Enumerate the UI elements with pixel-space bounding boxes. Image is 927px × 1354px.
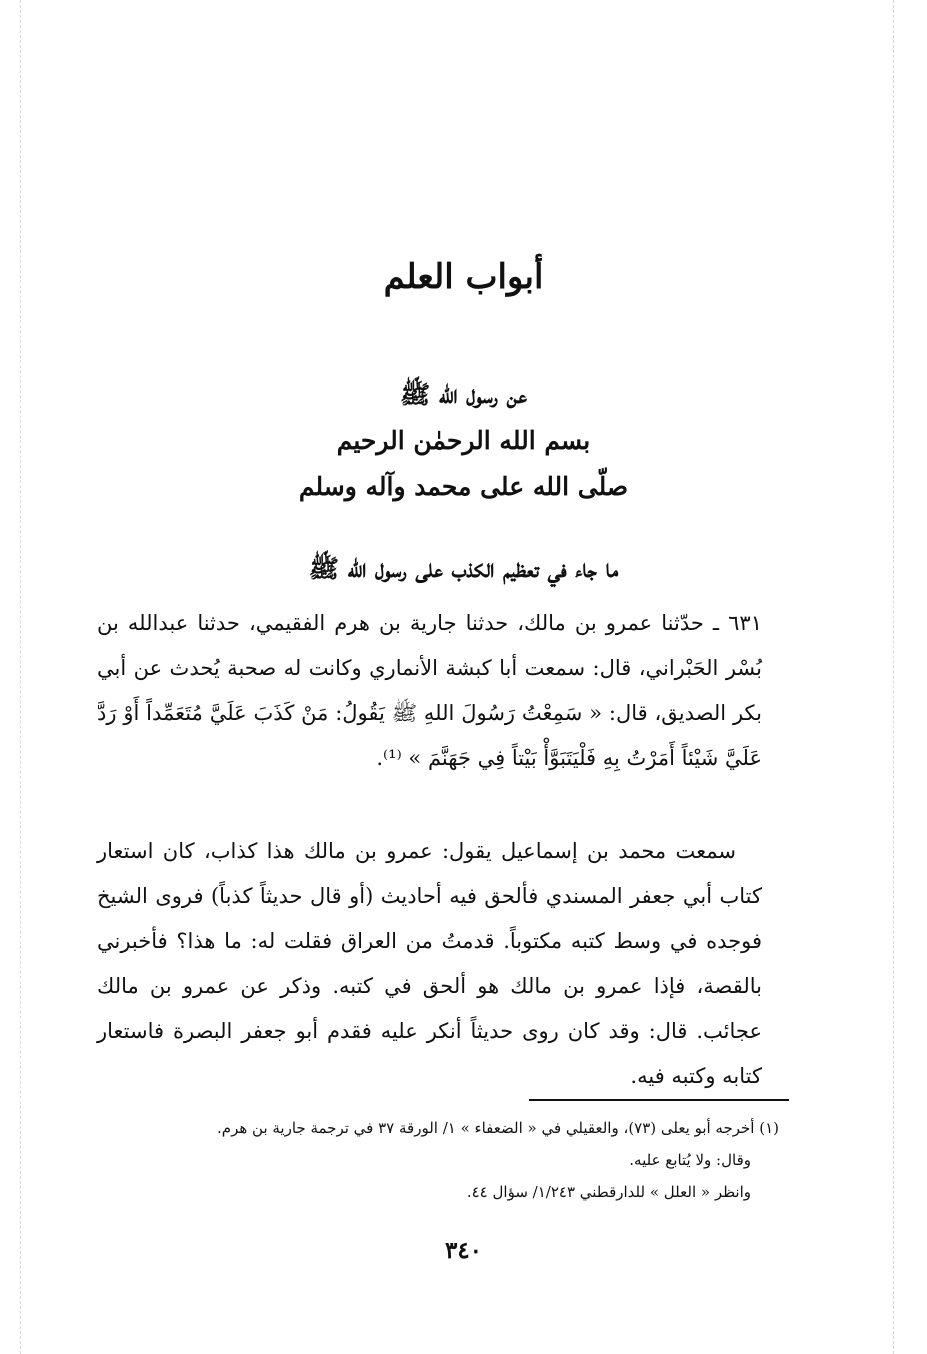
- invocation-line-basmala: بسم الله الرحمٰن الرحيم: [336, 426, 591, 455]
- hadith-text-block: [97, 601, 762, 781]
- commentary-text-block: [97, 829, 762, 1099]
- footnote-divider: [529, 1099, 789, 1101]
- hadith-paragraph: ٦٣١ ـ حدّثنا عمرو بن مالك، حدثنا جارية بن هرم الفقيمي، حدثنا عبدالله بن بُسْر الحَبْراني، قال: سمعت أبا كبشة الأنماري وكانت له صحبة يُحدث عن أبي بكر الصديق، قال: « سَمِعْتُ رَسُولَ اللهِ ﷺ يَقُولُ: مَنْ كَذَبَ عَلَيَّ مُتَعَمِّداً أَوْ رَدَّ عَلَيَّ شَيْئاً أَمَرْتُ بِهِ فَلْيَتَبَوَّأْ بَيْتاً فِي جَهَنَّمَ » ⁽¹⁾.: [97, 611, 762, 770]
- footnote-1: (١) أخرجه أبو يعلى (٧٣)، والعقيلي في « الضعفاء » ١/ الورقة ٣٧ في ترجمة جارية بن هرم.: [217, 1119, 779, 1137]
- footnote-1-continuation: وقال: ولا يُتابع عليه.: [629, 1151, 751, 1169]
- chapter-title: أبواب العلم: [383, 257, 544, 297]
- commentary-paragraph: سمعت محمد بن إسماعيل يقول: عمرو بن مالك هذا كذاب، كان استعار كتاب أبي جعفر المسندي فألحق فيه أحاديث (أو قال حديثاً كذباً) فروى الشيخ فوجده في وسط كتبه مكتوباً. قدمتُ من العراق فقلت له: ما هذا؟ فأخبرني بالقصة، فإذا عمرو بن مالك هو ألحق في كتبه. وذكر عن عمرو بن مالك عجائب. قال: وقد كان روى حديثاً أنكر عليه فقدم أبو جعفر البصرة فاستعار كتابه وكتبه فيه.: [97, 839, 762, 1088]
- invocation-line-salawat: صلّى الله على محمد وآله وسلم: [298, 472, 629, 501]
- invocation-block: [0, 372, 927, 510]
- invocation-line-from-prophet: عن رسول الله ﷺ: [399, 380, 527, 409]
- scan-edge-right: [893, 0, 894, 1354]
- scan-edge-left: [20, 0, 21, 1354]
- footnotes-block: [95, 1112, 779, 1208]
- section-heading: ما جاء في تعظيم الكذب على رسول الله ﷺ: [308, 554, 619, 583]
- footnote-1-reference: وانظر « العلل » للدارقطني ١/٢٤٣/ سؤال ٤٤.: [466, 1183, 751, 1201]
- page-number: ٣٤٠: [444, 1237, 483, 1264]
